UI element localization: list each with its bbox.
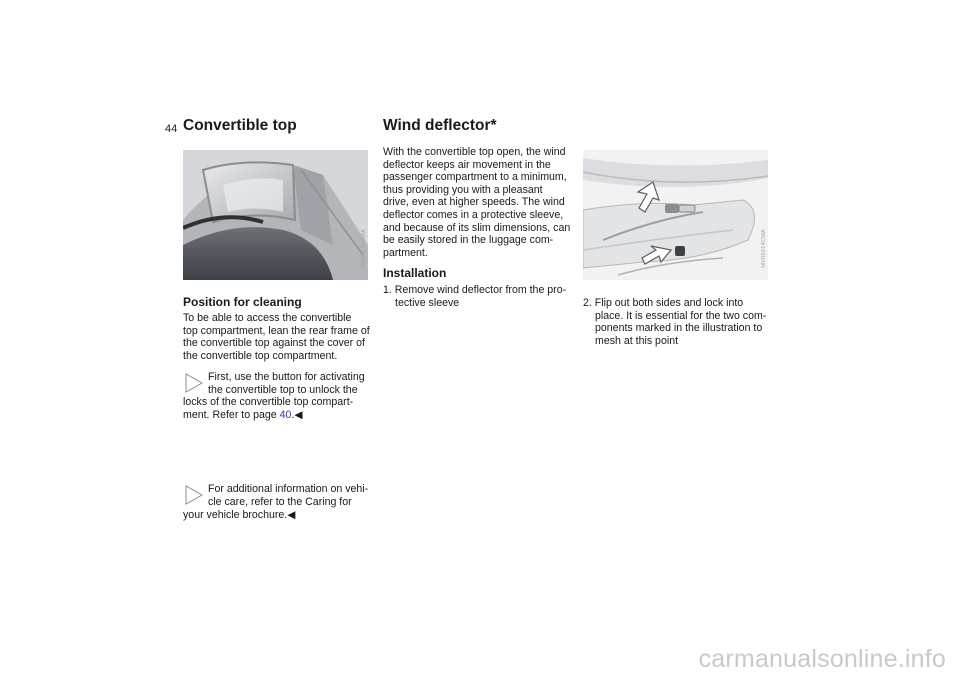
text-fragment: ment. Refer to page xyxy=(183,408,280,421)
text-fragment: . xyxy=(291,408,295,421)
wind-deflector-photo xyxy=(583,150,768,280)
page-reference-link[interactable]: 40 xyxy=(279,408,292,421)
text-line: passenger compartment to a minimum, xyxy=(383,171,567,184)
note-vehicle-care xyxy=(183,483,378,521)
note-triangle-icon xyxy=(183,373,205,393)
image-code: MV05074CMA xyxy=(761,229,767,268)
convertible-top-illustration xyxy=(183,150,368,280)
text-line: ponents marked in the illustration to xyxy=(595,322,763,335)
text-line: 2. Flip out both sides and lock into xyxy=(583,297,744,309)
section-title-convertible-top: Convertible top xyxy=(183,117,297,134)
subtitle-position-for-cleaning: Position for cleaning xyxy=(183,295,302,309)
text-line: With the convertible top open, the wind xyxy=(383,146,566,158)
text-line: be easily stored in the luggage com- xyxy=(383,234,554,247)
note-unlock-convertible-top xyxy=(183,371,378,421)
text-line: drive, even at higher speeds. The wind xyxy=(383,196,565,209)
text-line: 1. Remove wind deflector from the pro- xyxy=(383,284,567,296)
step-1 xyxy=(383,284,578,309)
text-line: mesh at this point xyxy=(595,334,679,347)
page-number: 44 xyxy=(165,123,178,135)
text-line: To be able to access the convertible xyxy=(183,312,352,324)
text-line: the convertible top compartment. xyxy=(183,349,338,362)
subtitle-installation: Installation xyxy=(383,266,447,280)
text-line: thus providing you with a pleasant xyxy=(383,183,543,196)
text-line: deflector comes in a protective sleeve, xyxy=(383,208,564,221)
note-triangle-icon xyxy=(183,485,205,505)
text-line: locks of the convertible top compart- xyxy=(183,396,354,409)
text-line xyxy=(183,509,378,522)
watermark: carmanualsonline.info xyxy=(698,645,946,673)
text-line xyxy=(183,409,378,422)
text-line: deflector keeps air movement in the xyxy=(383,158,551,171)
convertible-top-photo xyxy=(183,150,368,280)
text-line: First, use the button for activating xyxy=(208,371,365,383)
text-fragment: your vehicle brochure. xyxy=(183,508,288,521)
text-line: and because of its slim dimensions, can xyxy=(383,221,571,234)
text-line: cle care, refer to the Caring for xyxy=(208,495,352,508)
text-line: the convertible top to unlock the xyxy=(208,383,358,396)
section-title-wind-deflector: Wind deflector* xyxy=(383,117,497,134)
wind-deflector-illustration xyxy=(583,150,768,280)
text-line: place. It is essential for the two com- xyxy=(595,309,767,322)
step-2 xyxy=(583,297,778,347)
end-mark-icon: ◀ xyxy=(287,508,296,521)
left-intro-paragraph xyxy=(183,312,378,362)
text-line: top compartment, lean the rear frame of xyxy=(183,324,370,337)
text-line: partment. xyxy=(383,246,428,259)
image-code: MV05194CMA xyxy=(361,229,367,268)
text-line: For additional information on vehi- xyxy=(208,483,369,496)
end-mark-icon: ◀ xyxy=(294,408,303,421)
wind-deflector-intro xyxy=(383,146,578,259)
text-line: the convertible top against the cover of xyxy=(183,337,365,350)
text-line: tective sleeve xyxy=(395,296,460,309)
